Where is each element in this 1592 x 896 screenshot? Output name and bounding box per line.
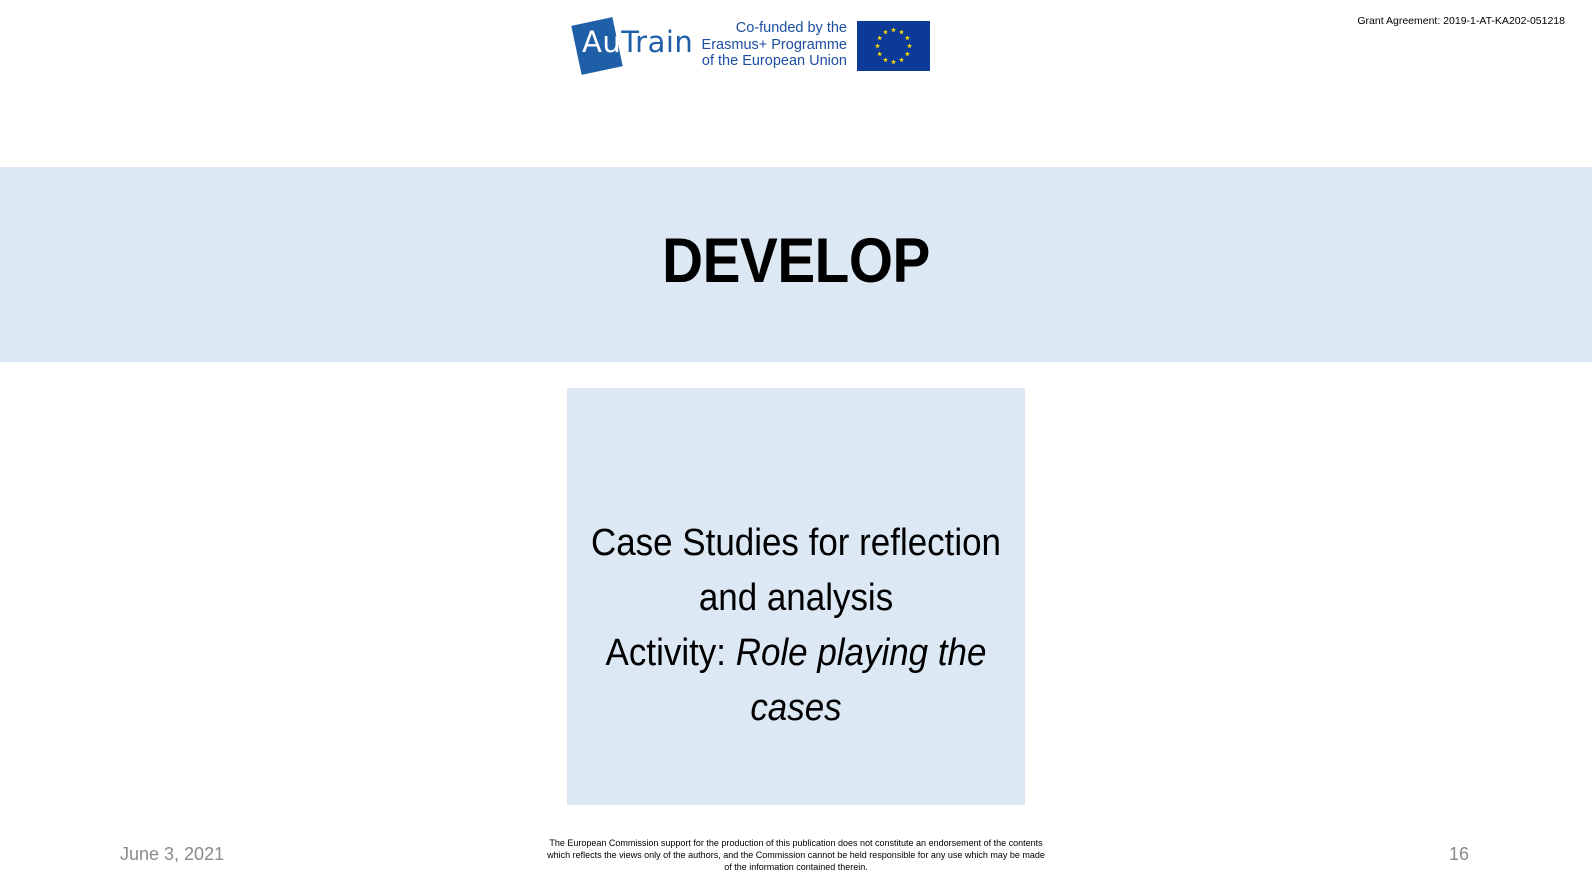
eu-star-icon: [907, 43, 912, 48]
autrain-logo-text-train: Train: [621, 25, 694, 59]
disclaimer-line-3: of the information contained therein.: [724, 862, 868, 872]
eu-star-icon: [891, 59, 896, 64]
eu-star-icon: [883, 57, 888, 62]
activity-prefix: Activity:: [605, 632, 736, 674]
content-box: [567, 388, 1025, 805]
activity-line-2: [585, 681, 1006, 736]
eu-star-icon: [899, 57, 904, 62]
title-band: [0, 167, 1592, 362]
eu-star-icon: [899, 30, 904, 35]
disclaimer-line-2: which reflects the views only of the authors, and the Commission cannot be held responsible for any use which may be made: [547, 850, 1045, 860]
grant-agreement: Grant Agreement: 2019-1-AT-KA202-051218: [1357, 15, 1565, 27]
activity-italic-2: cases: [750, 687, 842, 729]
autrain-logo-text-au: Au: [582, 25, 622, 59]
autrain-logo: [573, 14, 694, 80]
footer-disclaimer: [520, 837, 1072, 873]
content-text: [567, 516, 1025, 736]
eu-star-icon: [891, 27, 896, 32]
eu-star-icon: [883, 30, 888, 35]
cofunded-line-1: Co-funded by the: [735, 20, 847, 36]
eu-stars-icon: [857, 21, 930, 71]
cofunded-line-3: of the European Union: [701, 53, 847, 69]
eu-star-icon: [905, 35, 910, 40]
footer-date: June 3, 2021: [120, 844, 225, 864]
autrain-logo-text: [582, 25, 694, 59]
eu-star-icon: [875, 43, 880, 48]
content-line-2: and analysis: [698, 577, 894, 619]
eu-star-icon: [877, 51, 882, 56]
activity-line: [585, 626, 1006, 681]
eu-star-icon: [877, 35, 882, 40]
cofunded-text: [699, 20, 847, 70]
slide-title: DEVELOP: [662, 226, 930, 296]
cofunded-line-2: Erasmus+ Programme: [701, 36, 847, 53]
page-number: 16: [1449, 844, 1470, 864]
content-line-1: Case Studies for reflection: [590, 522, 1002, 564]
disclaimer-line-1: The European Commission support for the production of this publication does not constitute an endorsement of the contents: [549, 838, 1043, 848]
activity-italic-1: Role playing the: [735, 632, 987, 674]
eu-flag-icon: [857, 21, 930, 71]
header-logos: [573, 14, 933, 80]
eu-star-icon: [905, 51, 910, 56]
